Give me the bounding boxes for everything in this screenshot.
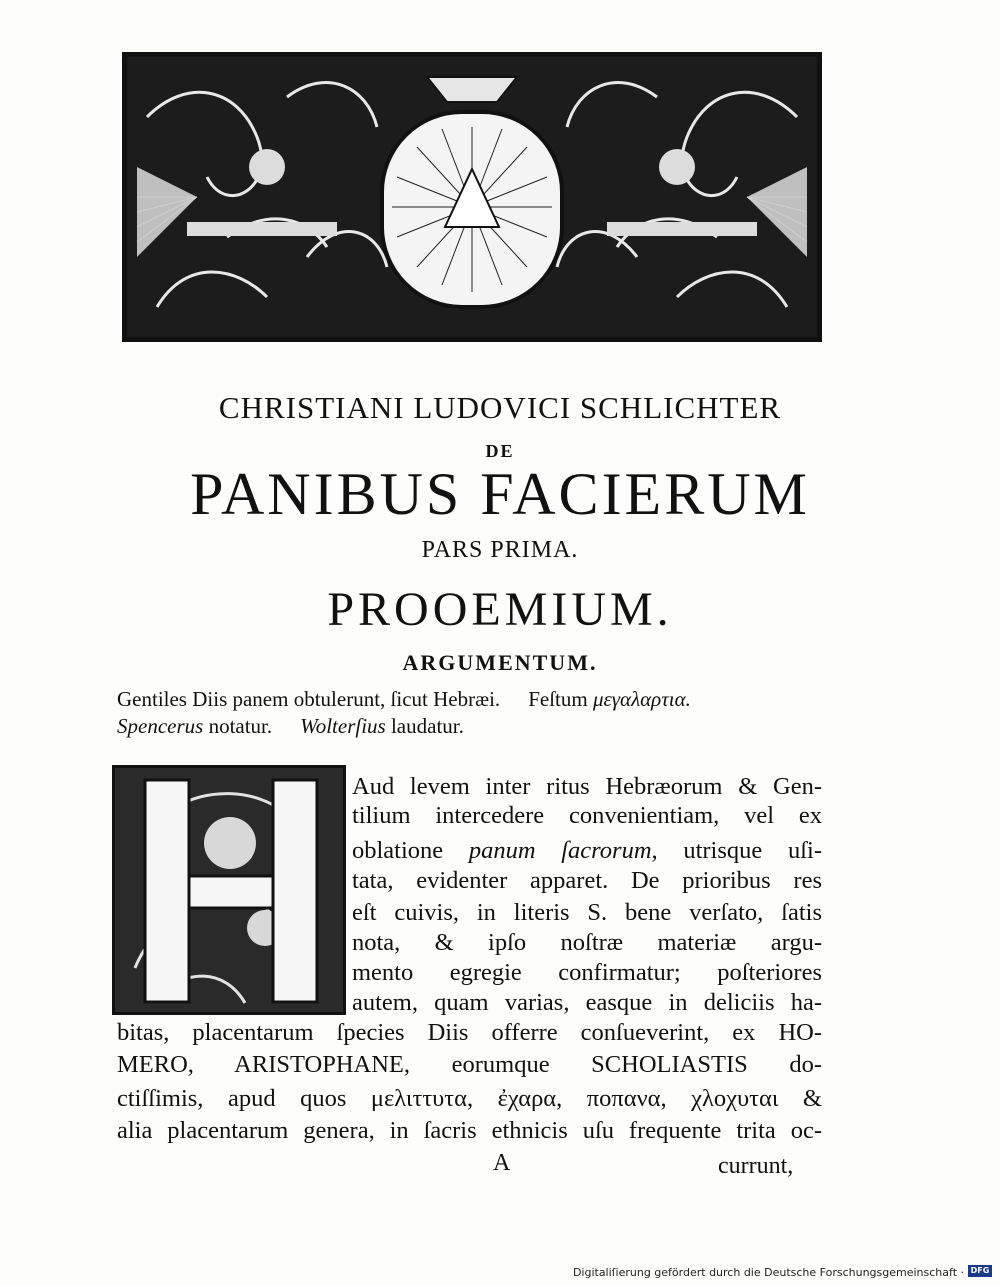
body-line: tilium intercedere convenientiam, vel ex xyxy=(352,802,822,829)
digitization-credit: Digitaliſierung gefördert durch die Deutsche Forschungsgemeinschaft · xyxy=(572,1266,964,1279)
body-line: oblatione panum ſacrorum, utrisque uſi- xyxy=(352,837,822,864)
catchword: currunt, xyxy=(718,1153,794,1179)
dfg-logo: DFG xyxy=(968,1265,992,1277)
body-line: tata, evidenter apparet. De prioribus res xyxy=(352,867,822,894)
argument-text: laudatur. xyxy=(390,714,464,738)
section-heading: PROOEMIUM. xyxy=(327,583,673,636)
body-line: mento egregie confirmatur; poſteriores xyxy=(352,959,822,986)
body-line: alia placentarum genera, in ſacris ethnicis uſu frequente trita oc- xyxy=(117,1117,822,1144)
body-line: MERO, ARISTOPHANE, eorumque SCHOLIASTIS do- xyxy=(117,1051,822,1078)
body-line: autem, quam varias, easque in deliciis ha- xyxy=(352,989,822,1016)
body-line: bitas, placentarum ſpecies Diis offerre conſueverint, ex HO- xyxy=(117,1019,822,1046)
argument-heading: ARGUMENTUM. xyxy=(402,650,598,675)
body-line: eſt cuivis, in literis S. bene verſato, ſatis xyxy=(352,899,822,926)
ornamental-headpiece xyxy=(122,52,822,342)
body-line: ctiſſimis, apud quos μελιττυτα, ἐχαρα, ποπανα, χλοχυται & xyxy=(117,1085,822,1112)
preposition-de: DE xyxy=(485,441,515,461)
argument-line-1 xyxy=(117,686,829,713)
part-label: PARS PRIMA. xyxy=(421,537,579,563)
decorated-initial xyxy=(112,765,346,1015)
person-name: Spencerus xyxy=(117,714,204,738)
argument-line-2 xyxy=(117,713,829,740)
argument-text: notatur. xyxy=(208,714,273,738)
author-name: CHRISTIANI LUDOVICI SCHLICHTER xyxy=(218,390,782,425)
argument-text: Feſtum xyxy=(528,687,588,711)
person-name: Wolterſius xyxy=(300,714,386,738)
argument-text: Gentiles Diis panem obtulerunt, ſicut Hebræi. xyxy=(117,687,501,711)
initial-letter: H xyxy=(228,1008,230,1009)
body-line: nota, & ipſo noſtræ materiæ argu- xyxy=(352,929,822,956)
greek-word: μεγαλαρτια. xyxy=(592,687,691,711)
signature-mark: A xyxy=(493,1150,511,1176)
work-title: PANIBUS FACIERUM xyxy=(190,461,810,527)
body-line: Aud levem inter ritus Hebræorum & Gen- xyxy=(352,773,822,800)
